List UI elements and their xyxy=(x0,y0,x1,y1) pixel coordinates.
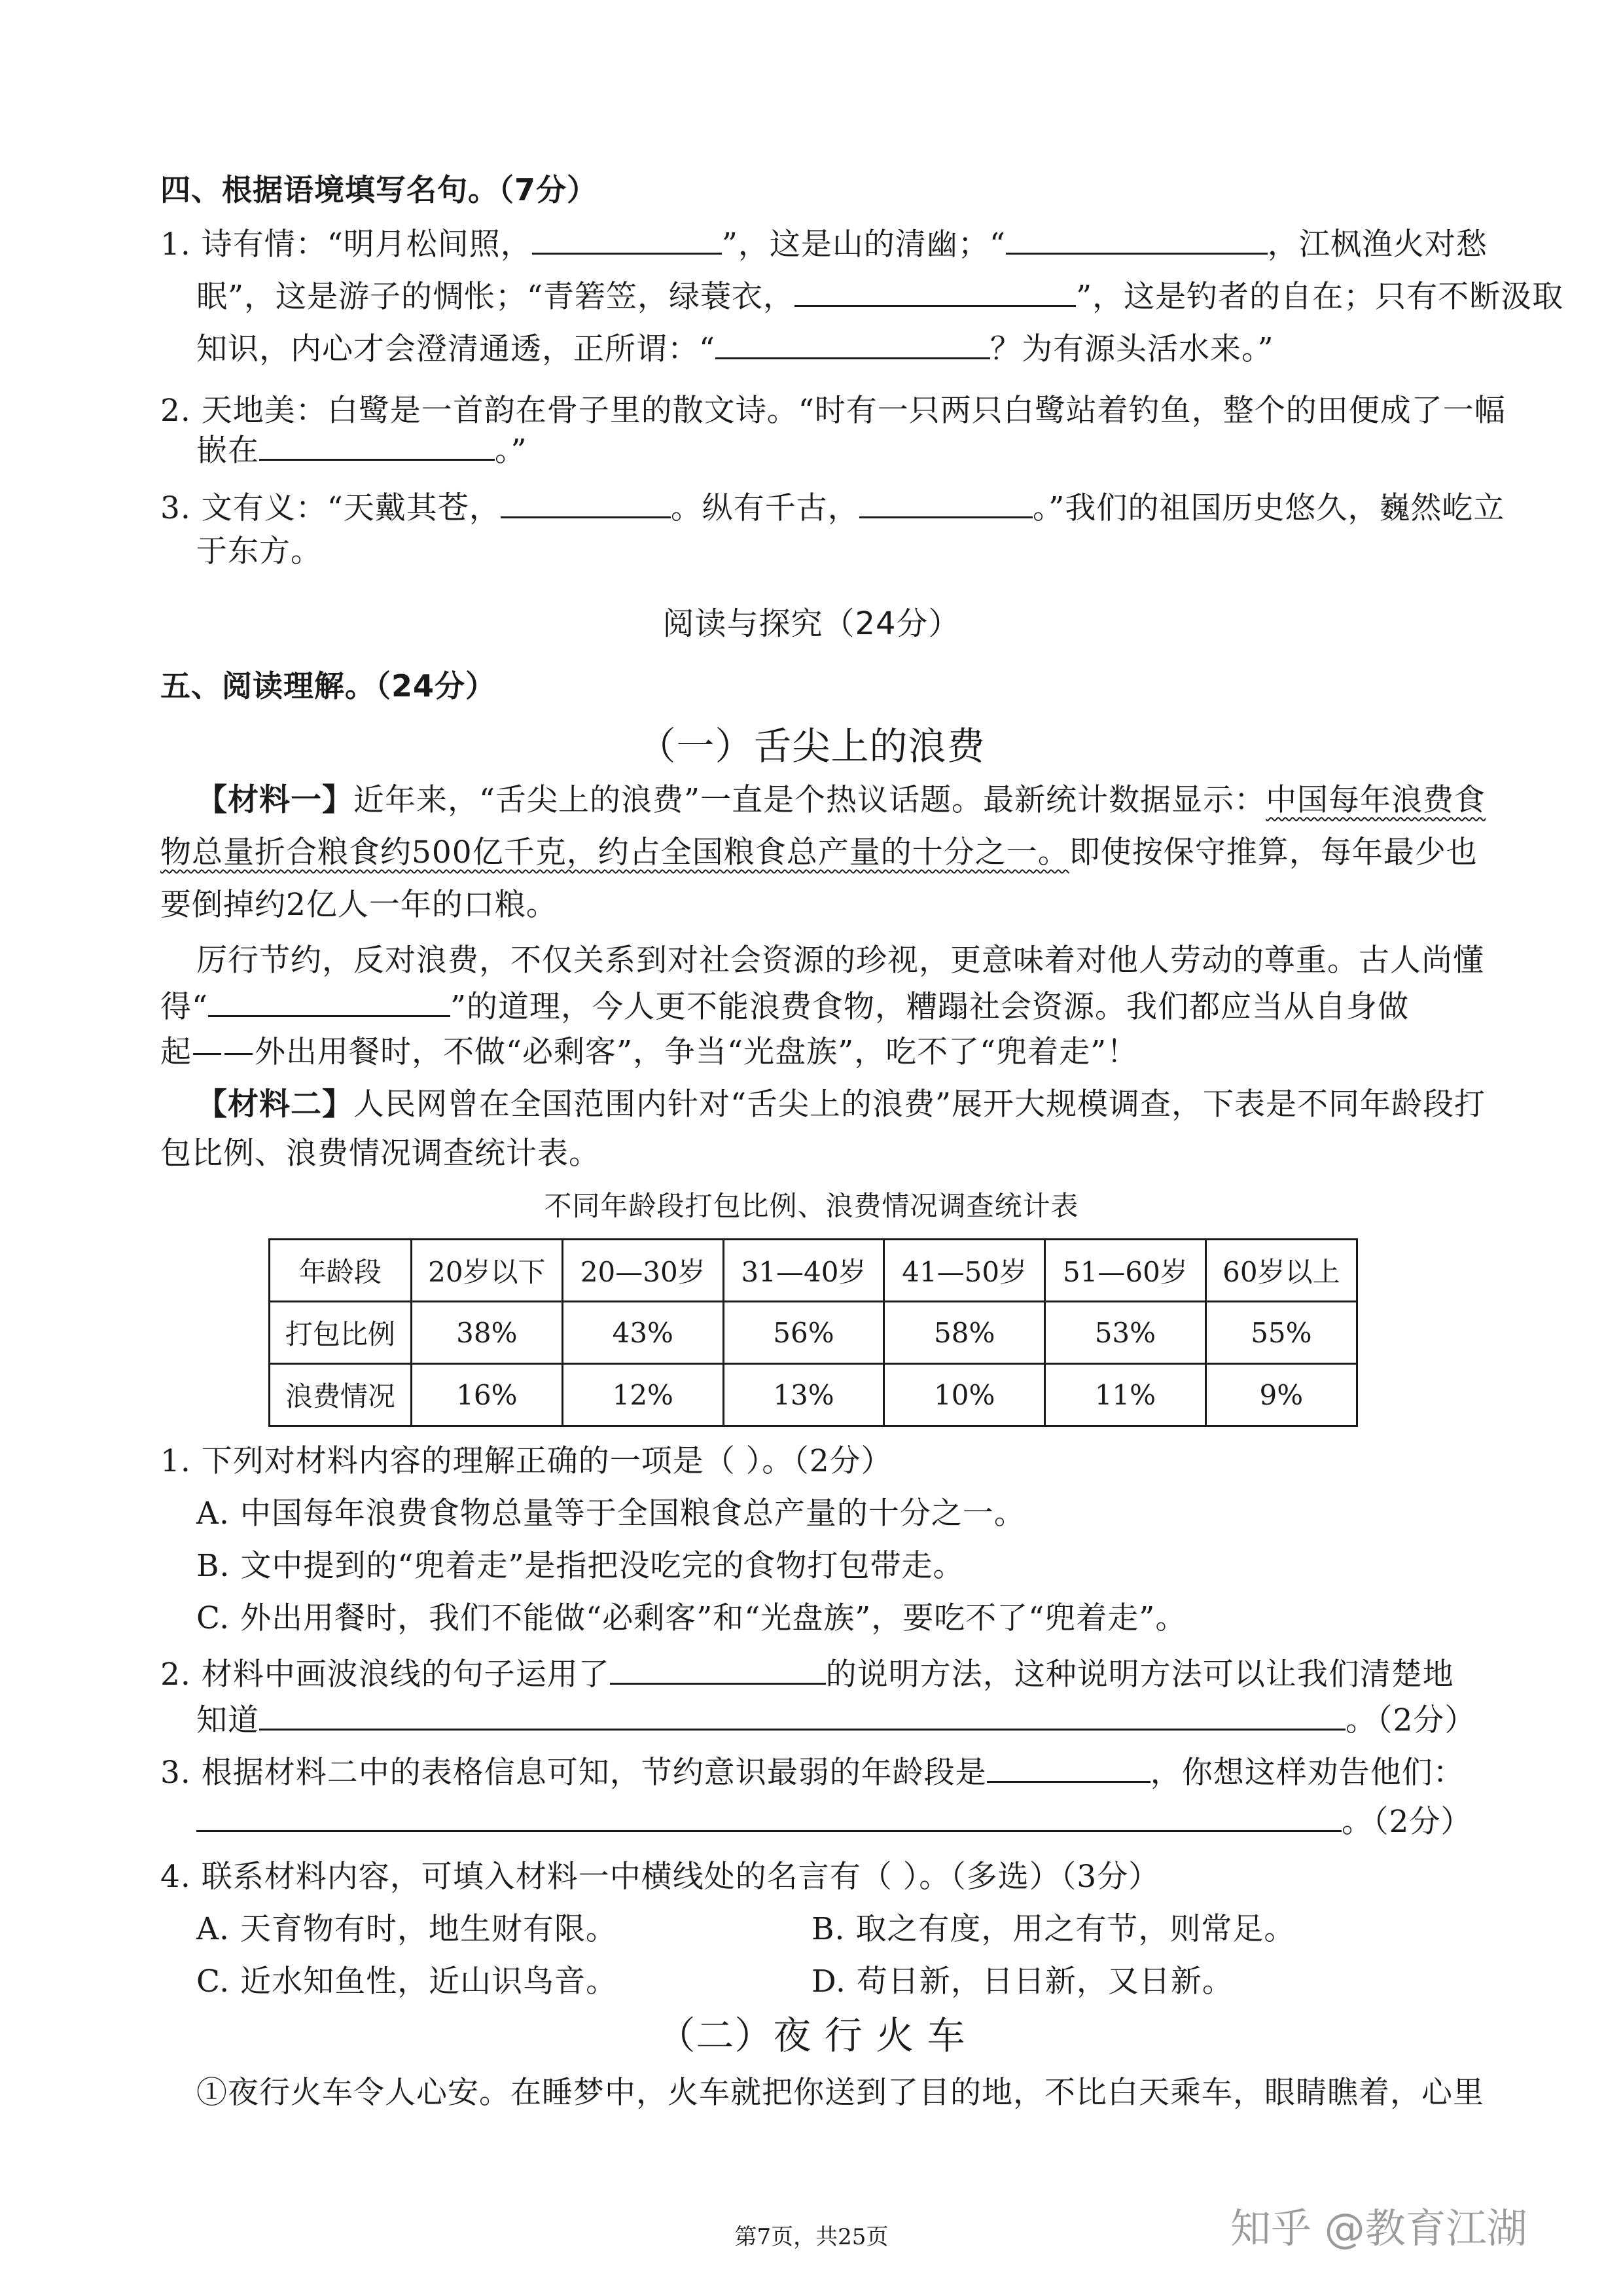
text: 。”我们的祖国历史悠久，巍然屹立 xyxy=(1032,490,1505,526)
table-cell: 打包比例 xyxy=(270,1302,412,1364)
table-cell: 43% xyxy=(562,1302,723,1364)
passage-2-title: （二）夜 行 火 车 xyxy=(657,2013,966,2058)
table-cell: 31—40岁 xyxy=(723,1240,884,1302)
table-cell: 13% xyxy=(723,1364,884,1426)
text: 。纵有千古， xyxy=(670,490,859,526)
page-number: 第7页，共25页 xyxy=(734,2224,889,2250)
r-q4: 4. 联系材料内容，可填入材料一中横线处的名言有（ ）。（多选）（3分） xyxy=(160,1859,1160,1895)
s4-q3-line2: 于东方。 xyxy=(196,533,322,569)
table-cell: 53% xyxy=(1045,1302,1206,1364)
r-q4-option-d[interactable]: D. 苟日新，日日新，又日新。 xyxy=(812,1964,1234,2000)
s4-q1-line2 xyxy=(196,278,1563,315)
material-2-label: 【材料二】 xyxy=(196,1086,353,1122)
table-cell: 41—50岁 xyxy=(884,1240,1045,1302)
answer-blank[interactable] xyxy=(610,1656,826,1685)
text: 近年来，“舌尖上的浪费”一直是个热议话题。最新统计数据显示： xyxy=(353,782,1266,818)
text: ，江枫渔火对愁 xyxy=(1267,226,1488,262)
text: 知道 xyxy=(196,1702,259,1738)
paragraph-2-line3: 起——外出用餐时，不做“必剩客”，争当“光盘族”，吃不了“兜着走”！ xyxy=(160,1034,1139,1070)
table-cell: 55% xyxy=(1205,1302,1357,1364)
text: ”的道理，今人更不能浪费食物，糟蹋社会资源。我们都应当从自身做 xyxy=(450,989,1410,1025)
survey-table xyxy=(268,1238,1358,1427)
r-q3-line2 xyxy=(196,1803,1472,1840)
answer-blank[interactable] xyxy=(196,1803,1342,1832)
text: 人民网曾在全国范围内针对“舌尖上的浪费”展开大规模调查，下表是不同年龄段打 xyxy=(353,1086,1486,1122)
text: 3. 文有义：“天戴其苍， xyxy=(160,490,501,526)
section-4-heading: 四、根据语境填写名句。（7分） xyxy=(160,172,598,207)
table-cell: 38% xyxy=(411,1302,562,1364)
table-row xyxy=(270,1240,1357,1302)
passage-2-paragraph-1: ①夜行火车令人心安。在睡梦中，火车就把你送到了目的地，不比白天乘车，眼睛瞧着，心里 xyxy=(196,2075,1484,2111)
passage-1-title: （一）舌尖上的浪费 xyxy=(637,724,986,768)
answer-blank[interactable] xyxy=(794,278,1076,307)
answer-blank[interactable] xyxy=(987,1754,1150,1783)
table-cell: 20岁以下 xyxy=(411,1240,562,1302)
table-cell: 年龄段 xyxy=(270,1240,412,1302)
table-cell: 20—30岁 xyxy=(562,1240,723,1302)
table-title: 不同年龄段打包比例、浪费情况调查统计表 xyxy=(544,1190,1079,1222)
r-q1-option-c[interactable]: C. 外出用餐时，我们不能做“必剩客”和“光盘族”，要吃不了“兜着走”。 xyxy=(196,1600,1187,1636)
s4-q2-line1: 2. 天地美：白鹭是一首韵在骨子里的散文诗。“时有一只两只白鹭站着钓鱼，整个的田便成了一幅 xyxy=(160,393,1506,429)
r-q3-line1 xyxy=(160,1754,1465,1791)
text: 2. 材料中画波浪线的句子运用了 xyxy=(160,1657,610,1693)
material-2-line1 xyxy=(196,1086,1486,1123)
answer-blank[interactable] xyxy=(259,1702,1346,1731)
watermark: 知乎 @教育江湖 xyxy=(1230,2204,1527,2252)
table-cell: 58% xyxy=(884,1302,1045,1364)
r-q1: 1. 下列对材料内容的理解正确的一项是（ ）。（2分） xyxy=(160,1443,893,1479)
material-2-line2: 包比例、浪费情况调查统计表。 xyxy=(160,1136,600,1172)
r-q4-option-a[interactable]: A. 天育物有时，地生财有限。 xyxy=(196,1911,617,1947)
text: 1. 诗有情：“明月松间照， xyxy=(160,226,532,262)
wavy-underlined-text: 中国每年浪费食 xyxy=(1266,782,1486,818)
s4-q1-line3 xyxy=(196,331,1274,368)
material-1-line1 xyxy=(196,782,1486,819)
r-q1-option-a[interactable]: A. 中国每年浪费食物总量等于全国粮食总产量的十分之一。 xyxy=(196,1496,1026,1532)
table-cell: 9% xyxy=(1205,1364,1357,1426)
r-q4-option-c[interactable]: C. 近水知鱼性，近山识鸟音。 xyxy=(196,1964,618,2000)
material-1-line3: 要倒掉约2亿人一年的口粮。 xyxy=(160,887,558,923)
answer-blank[interactable] xyxy=(259,432,495,461)
table-row xyxy=(270,1364,1357,1426)
table-cell: 11% xyxy=(1045,1364,1206,1426)
text: ”，这是钓者的自在；只有不断汲取 xyxy=(1076,279,1564,315)
text: ”，这是山的清幽；“ xyxy=(721,226,1006,262)
answer-blank[interactable] xyxy=(208,988,450,1017)
table-cell: 51—60岁 xyxy=(1045,1240,1206,1302)
section-5-heading: 五、阅读理解。（24分） xyxy=(160,668,497,704)
answer-blank[interactable] xyxy=(715,331,990,359)
table-cell: 10% xyxy=(884,1364,1045,1426)
table-cell: 16% xyxy=(411,1364,562,1426)
text: ？为有源头活水来。” xyxy=(990,331,1274,367)
s4-q2-line2 xyxy=(196,432,527,469)
r-q2-line1 xyxy=(160,1656,1454,1693)
text: 知识，内心才会澄清通透，正所谓：“ xyxy=(196,331,716,367)
answer-blank[interactable] xyxy=(532,226,722,255)
text: 嵌在 xyxy=(196,433,259,469)
text: 3. 根据材料二中的表格信息可知，节约意识最弱的年龄段是 xyxy=(160,1755,987,1791)
paragraph-2-line1: 厉行节约，反对浪费，不仅关系到对社会资源的珍视，更意味着对他人劳动的尊重。古人尚懂 xyxy=(196,942,1484,978)
text: 。（2分） xyxy=(1342,1804,1472,1840)
text: 眠”，这是游子的惆怅；“青箬笠，绿蓑衣， xyxy=(196,279,795,315)
answer-blank[interactable] xyxy=(859,490,1033,518)
text: 得“ xyxy=(160,989,209,1025)
material-1-line2 xyxy=(160,834,1478,871)
r-q1-option-b[interactable]: B. 文中提到的“兜着走”是指把没吃完的食物打包带走。 xyxy=(196,1548,965,1584)
r-q2-line2 xyxy=(196,1702,1476,1739)
table-cell: 12% xyxy=(562,1364,723,1426)
table-cell: 56% xyxy=(723,1302,884,1364)
text: 。” xyxy=(495,433,527,469)
table-cell: 60岁以上 xyxy=(1205,1240,1357,1302)
answer-blank[interactable] xyxy=(501,490,671,518)
r-q4-option-b[interactable]: B. 取之有度，用之有节，则常足。 xyxy=(812,1911,1296,1947)
text: ，你想这样劝告他们： xyxy=(1150,1755,1465,1791)
s4-q1-line1 xyxy=(160,226,1488,263)
reading-title: 阅读与探究（24分） xyxy=(662,605,961,642)
paragraph-2-line2 xyxy=(160,988,1409,1026)
text: 的说明方法，这种说明方法可以让我们清楚地 xyxy=(825,1657,1454,1693)
table-cell: 浪费情况 xyxy=(270,1364,412,1426)
text: 即使按保守推算，每年最少也 xyxy=(1069,834,1478,870)
s4-q3-line1 xyxy=(160,490,1505,527)
table-row xyxy=(270,1302,1357,1364)
material-1-label: 【材料一】 xyxy=(196,782,353,818)
answer-blank[interactable] xyxy=(1006,226,1268,255)
text: 。（2分） xyxy=(1346,1702,1476,1738)
wavy-underlined-text: 物总量折合粮食约500亿千克，约占全国粮食总产量的十分之一。 xyxy=(160,834,1069,870)
